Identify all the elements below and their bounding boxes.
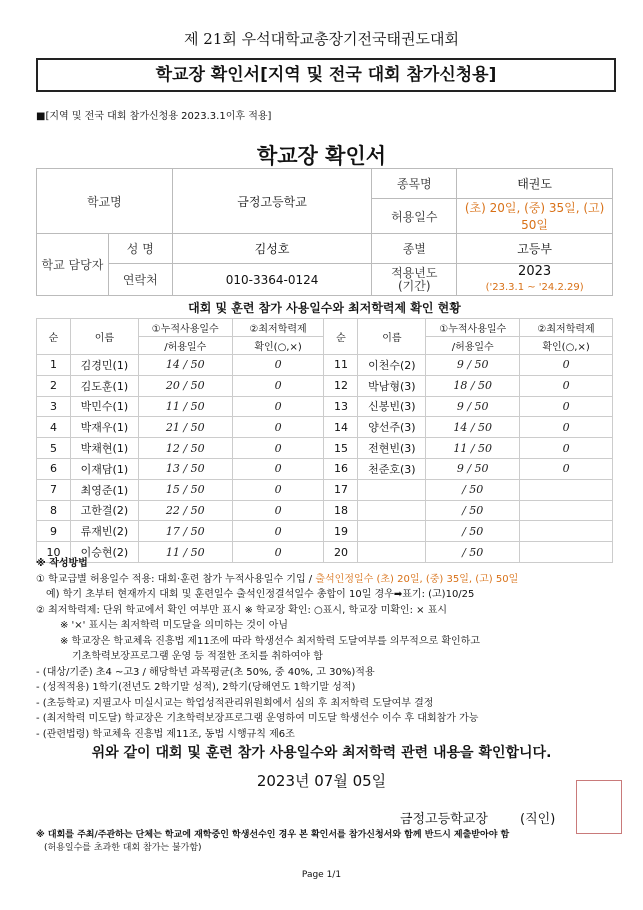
allowed-label: 허용일수 [372, 199, 457, 234]
school-name: 금정고등학교 [172, 169, 372, 234]
instructions [36, 556, 616, 742]
row-number: 2 [37, 375, 71, 396]
contact-label: 연락처 [108, 264, 172, 296]
participants-table [36, 318, 613, 563]
student-name: 박채현(1) [70, 438, 138, 459]
confirm-statement: 위와 같이 대회 및 훈련 참가 사용일수와 최저학력 관련 내용을 확인합니다. [91, 745, 552, 761]
header-days: ①누적사용일수 [426, 319, 520, 337]
year-number: 2023 [518, 264, 552, 279]
academic-check: 0 [520, 458, 613, 479]
academic-check: 0 [232, 542, 324, 563]
student-name: 류재빈(2) [70, 521, 138, 542]
year-label [372, 264, 457, 296]
table-row [37, 375, 613, 396]
row-number: 18 [324, 500, 358, 521]
table-row [37, 417, 613, 438]
header-check-sub: 확인(○,×) [520, 337, 613, 355]
days-used: 17 / 50 [138, 521, 232, 542]
days-used: / 50 [426, 500, 520, 521]
row-number: 16 [324, 458, 358, 479]
row-number: 6 [37, 458, 71, 479]
student-name: 신봉빈(3) [358, 396, 426, 417]
days-used: 13 / 50 [138, 458, 232, 479]
row-number: 3 [37, 396, 71, 417]
row-number: 14 [324, 417, 358, 438]
row-number: 10 [37, 542, 71, 563]
row-number: 11 [324, 355, 358, 376]
header-days-sub: /허용일수 [138, 337, 232, 355]
row-number: 1 [37, 355, 71, 376]
note-5: - (대상/기준) 초4 ~고3 / 해당학년 과목평균(초 50%, 중 40%, 고 30%)적용 [36, 666, 375, 678]
table-row [37, 500, 613, 521]
note-1-text: ① 학교급별 허용일수 적용: 대회·훈련 참가 누적사용일수 기입 / [36, 573, 313, 585]
days-used: 18 / 50 [426, 375, 520, 396]
contact-value: 010-3364-0124 [172, 264, 372, 296]
year-period: ('23.3.1 ~ '24.2.29) [485, 282, 584, 293]
row-number: 9 [37, 521, 71, 542]
sport-label: 종목명 [372, 169, 457, 199]
row-number: 15 [324, 438, 358, 459]
academic-check [520, 521, 613, 542]
table-row [37, 355, 613, 376]
note-8: - (최저학력 미도달) 학교장은 기초학력보장프로그램 운영하여 미도달 학생선수 이수 후 대회참가 가능 [36, 713, 479, 724]
academic-check: 0 [232, 396, 324, 417]
academic-check: 0 [520, 375, 613, 396]
page-number: Page 1/1 [301, 870, 342, 880]
main-heading: 학교장 확인서 [256, 144, 387, 168]
academic-check: 0 [520, 396, 613, 417]
student-name [358, 521, 426, 542]
academic-check: 0 [520, 438, 613, 459]
academic-check: 0 [232, 500, 324, 521]
days-used: 11 / 50 [138, 396, 232, 417]
student-name: 박재우(1) [70, 417, 138, 438]
academic-check: 0 [232, 417, 324, 438]
section-heading: 대회 및 훈련 참가 사용일수와 최저학력제 확인 현황 [188, 301, 461, 315]
category-label: 종별 [372, 234, 457, 264]
footnote-line2: (허용일수를 초과한 대회 참가는 불가함) [44, 843, 202, 853]
year-value [457, 264, 613, 296]
allowed-value: (초) 20일, (중) 35일, (고) 50일 [457, 199, 613, 234]
note-1-example: 예) 학기 초부터 현재까지 대회 및 훈련일수 출석인정결석일수 총합이 10일 경우➡표기: (고)10/25 [46, 589, 475, 600]
staff-name: 김성호 [172, 234, 372, 264]
student-name: 박남형(3) [358, 375, 426, 396]
table-row [37, 458, 613, 479]
seal-label: (직인) [520, 812, 556, 827]
days-used: 20 / 50 [138, 375, 232, 396]
header-days-sub: /허용일수 [426, 337, 520, 355]
row-number: 8 [37, 500, 71, 521]
student-name: 이천수(2) [358, 355, 426, 376]
academic-check: 0 [232, 375, 324, 396]
days-used: 11 / 50 [138, 542, 232, 563]
academic-check: 0 [520, 417, 613, 438]
student-name: 고한결(2) [70, 500, 138, 521]
days-used: 9 / 50 [426, 458, 520, 479]
principal-name: 금정고등학교장 [400, 812, 488, 827]
row-number: 5 [37, 438, 71, 459]
days-used: 15 / 50 [138, 479, 232, 500]
student-name: 천준호(3) [358, 458, 426, 479]
note-3: ※ '×' 표시는 최저학력 미도달을 의미하는 것이 아님 [60, 620, 289, 631]
notes-head: ※ 작성방법 [36, 558, 88, 569]
student-name: 전현빈(3) [358, 438, 426, 459]
academic-check: 0 [232, 479, 324, 500]
note-4b: 기초학력보장프로그램 운영 등 적절한 조치를 취하여야 함 [72, 651, 323, 662]
academic-check: 0 [232, 521, 324, 542]
footnote-line1: ※ 대회를 주최/주관하는 단체는 학교에 재학중인 학생선수인 경우 본 확인서를 참가신청서와 함께 반드시 제출받아야 함 [36, 830, 510, 840]
row-number: 19 [324, 521, 358, 542]
seal-stamp-icon [576, 780, 622, 834]
row-number: 4 [37, 417, 71, 438]
note-1 [36, 572, 616, 588]
header-days: ①누적사용일수 [138, 319, 232, 337]
confirm-date: 2023년 07월 05일 [256, 772, 387, 790]
category-value: 고등부 [457, 234, 613, 264]
student-name: 박민수(1) [70, 396, 138, 417]
name-label: 성 명 [108, 234, 172, 264]
table-row [37, 479, 613, 500]
academic-check: 0 [232, 355, 324, 376]
days-used: 9 / 50 [426, 396, 520, 417]
note-4: ※ 학교장은 학교체육 진흥법 제11조에 따라 학생선수 최저학력 도달여부를 의무적으로 확인하고 [60, 635, 480, 647]
table-row [37, 438, 613, 459]
school-label: 학교명 [37, 169, 173, 234]
header-num: 순 [324, 319, 358, 355]
academic-check: 0 [232, 438, 324, 459]
student-name: 이재담(1) [70, 458, 138, 479]
year-label-line2: (기간) [398, 278, 431, 293]
header-num: 순 [37, 319, 71, 355]
row-number: 20 [324, 542, 358, 563]
days-used: / 50 [426, 542, 520, 563]
note-9: - (관련법령) 학교체육 진흥법 제11조, 동법 시행규칙 제6조 [36, 728, 295, 740]
footnote [36, 829, 616, 855]
staff-label: 학교 담당자 [37, 234, 109, 296]
academic-check: 0 [520, 355, 613, 376]
form-title: 학교장 확인서[지역 및 전국 대회 참가신청용] [36, 58, 616, 92]
academic-check [520, 479, 613, 500]
days-used: / 50 [426, 521, 520, 542]
event-title: 제 21회 우석대학교총장기전국태권도대회 [184, 30, 459, 48]
header-check-sub: 확인(○,×) [232, 337, 324, 355]
year-label-line1: 적용년도 [391, 265, 438, 280]
days-used: 14 / 50 [138, 355, 232, 376]
header-check: ②최저학력제 [232, 319, 324, 337]
days-used: 12 / 50 [138, 438, 232, 459]
note-7: - (초등학교) 지필고사 미실시교는 학업성적관리위원회에서 심의 후 최저학력 도달여부 결정 [36, 697, 434, 709]
row-number: 12 [324, 375, 358, 396]
table-row [37, 396, 613, 417]
row-number: 17 [324, 479, 358, 500]
academic-check: 0 [232, 458, 324, 479]
student-name: 양선주(3) [358, 417, 426, 438]
days-used: 21 / 50 [138, 417, 232, 438]
note-2: ② 최저학력제: 단위 학교에서 확인 여부만 표시 ※ 학교장 확인: ○표시, 학교장 미확인: × 표시 [36, 604, 448, 616]
days-used: 9 / 50 [426, 355, 520, 376]
student-name: 이승현(2) [70, 542, 138, 563]
student-name [358, 500, 426, 521]
form-subtitle: ■[지역 및 전국 대회 참가신청용 2023.3.1이후 적용] [36, 111, 272, 122]
table-row [37, 521, 613, 542]
student-name [358, 479, 426, 500]
days-used: 11 / 50 [426, 438, 520, 459]
student-name: 김경민(1) [70, 355, 138, 376]
info-table [36, 168, 613, 296]
student-name: 김도훈(1) [70, 375, 138, 396]
row-number: 7 [37, 479, 71, 500]
academic-check [520, 500, 613, 521]
header-name: 이름 [70, 319, 138, 355]
days-used: 14 / 50 [426, 417, 520, 438]
days-used: / 50 [426, 479, 520, 500]
header-name: 이름 [358, 319, 426, 355]
days-used: 22 / 50 [138, 500, 232, 521]
header-check: ②최저학력제 [520, 319, 613, 337]
sport-value: 태권도 [457, 169, 613, 199]
note-1-highlight: 출석인정일수 (초) 20일, (중) 35일, (고) 50일 [315, 573, 519, 585]
student-name: 최영준(1) [70, 479, 138, 500]
note-6: - (성적적용) 1학기(전년도 2학기말 성적), 2학기(당해연도 1학기말 성적) [36, 682, 356, 693]
row-number: 13 [324, 396, 358, 417]
